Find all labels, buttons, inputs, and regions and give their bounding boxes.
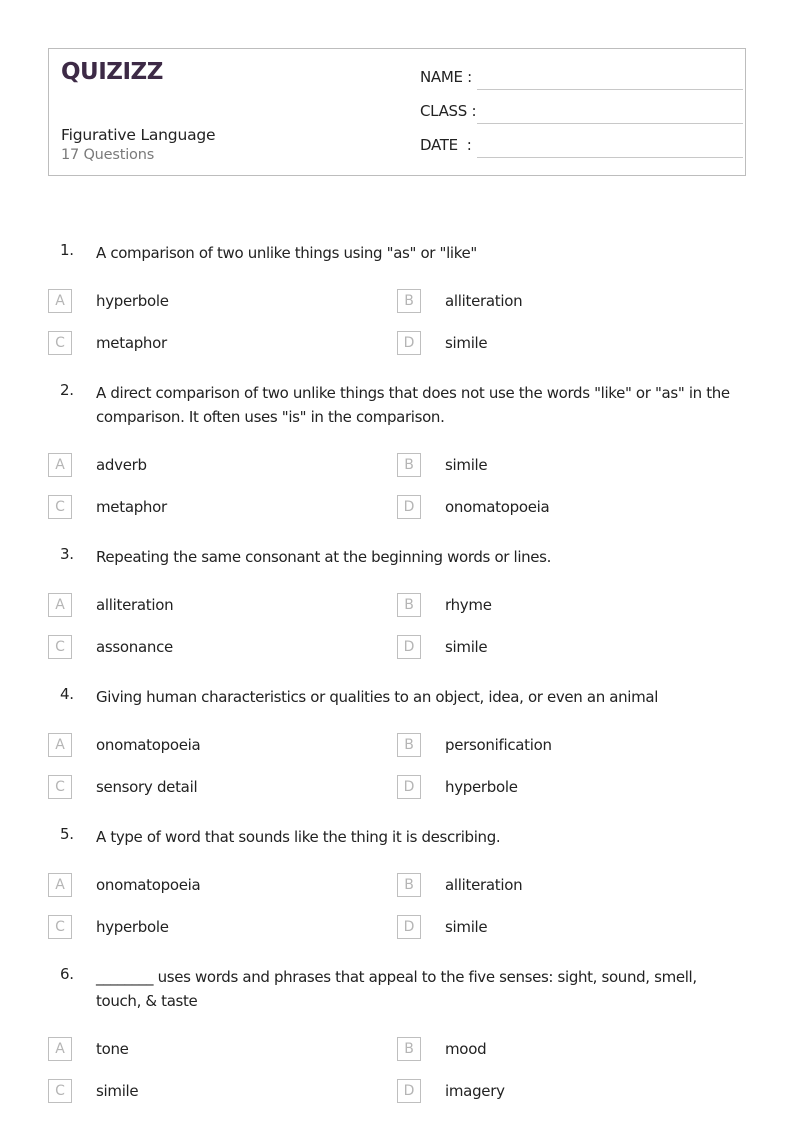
option-a[interactable]: [48, 733, 378, 757]
question-text: A type of word that sounds like the thing it is describing.: [96, 828, 501, 846]
option-a[interactable]: [48, 289, 378, 313]
date-field[interactable]: [420, 136, 740, 160]
option-text: simile: [96, 1082, 139, 1100]
question-text: A direct comparison of two unlike things that does not use the words "like" or "as" in the comparison. It often uses "is" in the comparison.: [96, 384, 730, 426]
option-a[interactable]: [48, 593, 378, 617]
question-number: 6.: [60, 965, 74, 983]
option-text: hyperbole: [96, 292, 169, 310]
class-input-line[interactable]: [477, 123, 743, 124]
option-letter-box[interactable]: C: [48, 775, 72, 799]
option-letter-box[interactable]: D: [397, 915, 421, 939]
option-text: imagery: [445, 1082, 505, 1100]
option-letter-box[interactable]: C: [48, 331, 72, 355]
option-c[interactable]: [48, 1079, 378, 1103]
option-letter-box[interactable]: B: [397, 289, 421, 313]
question-number: 2.: [60, 381, 74, 399]
option-b[interactable]: [397, 1037, 727, 1061]
option-text: metaphor: [96, 334, 167, 352]
option-c[interactable]: [48, 331, 378, 355]
option-text: alliteration: [445, 292, 523, 310]
option-text: alliteration: [96, 596, 174, 614]
option-d[interactable]: [397, 775, 727, 799]
option-text: simile: [445, 456, 488, 474]
option-letter-box[interactable]: C: [48, 635, 72, 659]
option-text: personification: [445, 736, 552, 754]
option-c[interactable]: [48, 915, 378, 939]
option-letter-box[interactable]: B: [397, 733, 421, 757]
question-text: Repeating the same consonant at the beginning words or lines.: [96, 548, 552, 566]
name-label: NAME :: [420, 68, 472, 86]
option-text: tone: [96, 1040, 129, 1058]
option-text: metaphor: [96, 498, 167, 516]
date-input-line[interactable]: [477, 157, 743, 158]
option-text: onomatopoeia: [96, 876, 201, 894]
option-text: hyperbole: [96, 918, 169, 936]
class-label: CLASS :: [420, 102, 477, 120]
quizizz-logo: QUIZIZZ: [61, 59, 163, 85]
option-letter-box[interactable]: D: [397, 635, 421, 659]
class-field[interactable]: [420, 102, 740, 126]
option-c[interactable]: [48, 635, 378, 659]
option-letter-box[interactable]: A: [48, 453, 72, 477]
option-d[interactable]: [397, 495, 727, 519]
option-letter-box[interactable]: B: [397, 593, 421, 617]
option-text: simile: [445, 918, 488, 936]
option-d[interactable]: [397, 915, 727, 939]
option-letter-box[interactable]: A: [48, 873, 72, 897]
question-text: A comparison of two unlike things using "as" or "like": [96, 244, 477, 262]
option-letter-box[interactable]: B: [397, 453, 421, 477]
option-letter-box[interactable]: D: [397, 495, 421, 519]
option-letter-box[interactable]: C: [48, 1079, 72, 1103]
option-b[interactable]: [397, 873, 727, 897]
worksheet-title: Figurative Language: [61, 126, 216, 144]
option-text: assonance: [96, 638, 173, 656]
option-letter-box[interactable]: C: [48, 495, 72, 519]
option-letter-box[interactable]: A: [48, 289, 72, 313]
option-letter-box[interactable]: C: [48, 915, 72, 939]
option-b[interactable]: [397, 453, 727, 477]
question-text: Giving human characteristics or qualities to an object, idea, or even an animal: [96, 688, 659, 706]
option-text: hyperbole: [445, 778, 518, 796]
name-field[interactable]: [420, 68, 740, 92]
option-d[interactable]: [397, 1079, 727, 1103]
name-input-line[interactable]: [477, 89, 743, 90]
question-number: 3.: [60, 545, 74, 563]
option-letter-box[interactable]: B: [397, 1037, 421, 1061]
option-text: onomatopoeia: [445, 498, 550, 516]
option-text: rhyme: [445, 596, 492, 614]
option-d[interactable]: [397, 331, 727, 355]
option-d[interactable]: [397, 635, 727, 659]
question-number: 5.: [60, 825, 74, 843]
option-letter-box[interactable]: B: [397, 873, 421, 897]
question-count: 17 Questions: [61, 147, 155, 163]
option-letter-box[interactable]: D: [397, 1079, 421, 1103]
worksheet-header: [48, 48, 746, 176]
question-text: ________ uses words and phrases that appeal to the five senses: sight, sound, smell, touch, & taste: [96, 968, 697, 1010]
question-number: 1.: [60, 241, 74, 259]
option-letter-box[interactable]: D: [397, 775, 421, 799]
option-text: onomatopoeia: [96, 736, 201, 754]
option-text: mood: [445, 1040, 487, 1058]
option-a[interactable]: [48, 873, 378, 897]
option-letter-box[interactable]: A: [48, 593, 72, 617]
option-text: alliteration: [445, 876, 523, 894]
option-c[interactable]: [48, 495, 378, 519]
option-text: simile: [445, 334, 488, 352]
option-letter-box[interactable]: A: [48, 733, 72, 757]
option-b[interactable]: [397, 593, 727, 617]
option-text: sensory detail: [96, 778, 198, 796]
option-letter-box[interactable]: A: [48, 1037, 72, 1061]
option-b[interactable]: [397, 289, 727, 313]
option-text: simile: [445, 638, 488, 656]
option-text: adverb: [96, 456, 147, 474]
option-a[interactable]: [48, 1037, 378, 1061]
option-letter-box[interactable]: D: [397, 331, 421, 355]
option-c[interactable]: [48, 775, 378, 799]
option-b[interactable]: [397, 733, 727, 757]
question-number: 4.: [60, 685, 74, 703]
date-label: DATE :: [420, 136, 472, 154]
option-a[interactable]: [48, 453, 378, 477]
